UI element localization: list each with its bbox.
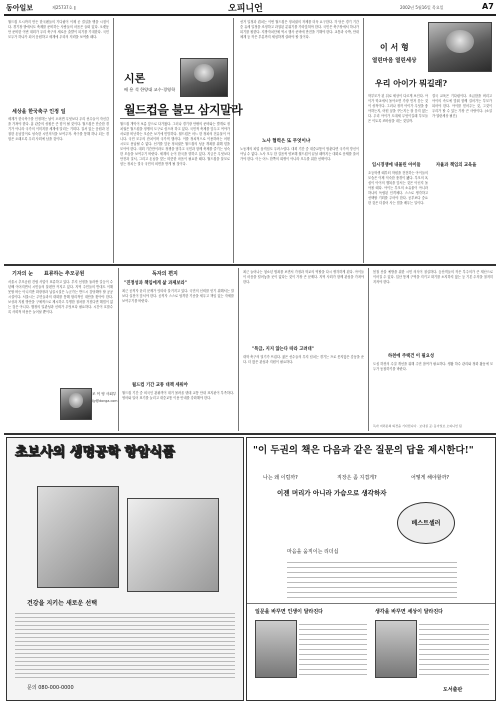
right-ad-bottom-right: 생각을 바꾸면 세상이 달라진다 [375, 609, 444, 615]
col-divider-3 [363, 18, 364, 263]
right-ad-rule [247, 603, 495, 604]
right-ad-q1: 나는 왜 이럴까? [263, 475, 298, 481]
reader-letter-sub1: "진정성과 책임에게 삶 과제보라" [124, 281, 187, 286]
col1-heading: 세상을 한국축구 인정 일 [12, 109, 66, 115]
reader-letter-text2: 월드컵 기간 중 외국인 관광객이 대거 몰려올 텐데 교통 안내 표지판이 부족하다. 영어와 일어 표기를 늘리고 대중교통 이용 안내를 강화해야 한다. [122, 391, 236, 401]
col4-author-name: 이 서 형 [380, 43, 409, 52]
col4-text-b: 초등학생 때부터 학원을 전전하는 아이들의 모습은 이제 익숙한 풍경이 됐다. 부모의 욕심이 아이의 행복을 앞서는 것은 아닌지 돌아볼 때다. 아이는 부모의 소유물이 아니라 하나의 독립된 인격체다. 스스로 생각하고 선택할 기회를 주어야 한다. 공부보다 중요한 것은 더불어 사는 법을 배우는 일이다. [368, 171, 430, 206]
col4-text-a: 학부모가 된 뒤로 세상이 다르게 보인다. 아이가 학교에서 돌아오면 가장 먼저 묻는 것이 성적이다. 그러나 정작 아이가 무엇을 좋아하는지, 어떤 꿈을 꾸는지는 잘 묻지 않는다. 우리 아이가 도대체 무엇이길래 부모들은 이토록 조바심을 내는 것일까. [368, 94, 428, 124]
col4-text-a2: 결국 교육은 기다림이다. 조급함을 버리고 아이의 속도에 맞춰 함께 걸어가는 부모가 되어야 한다. 아이를 믿어주는 것, 그것이 우리가 할 수 있는 가장 큰 사랑이다. (소설가·열린세상 필진) [432, 94, 494, 119]
col4-subheading: 입시경쟁에 내몰린 아이들 [372, 163, 421, 168]
col1-text-b: 세계가 한국축구를 인정하는 날이 오려면 무엇보다 우리 선수들이 자신감을 가져야 한다. 홈 관중의 성원은 큰 힘이 될 것이다. 월드컵은 단순한 경기가 아니라 국가의 이미지를 세계에 알리는 기회다. 질서 있는 응원과 친절한 손님맞이로 성숙한 시민의식을 보여주자. 축구를 통해 하나 되는 경험은 오래도록 우리 사회에 남을 것이다. [8, 117, 109, 142]
right-ad-tagline: 이젠 머리가 아니라 가슴으로 생각하자 [277, 489, 387, 497]
bottom-col3-text2: 대학 축구의 열기가 뜨겁다. 젊은 선수들의 투지 넘치는 경기는 프로 못지않은 감동을 준다. 더 많은 관심과 지원이 필요하다. [243, 355, 364, 365]
right-ad-desc-1 [299, 620, 367, 676]
paper-name: 동아일보 [6, 3, 34, 12]
right-ad-book-cover-1 [255, 620, 297, 678]
bottom-col4-sub: 하천에 주택건 이 필요성 [388, 354, 434, 359]
ad-rule [4, 433, 496, 435]
reporter-eye-text: 서울시 추모공원 건립 사업이 표류하고 있다. 부지 선정을 둘러싼 갈등이 수년째 이어지면서 시민들의 불편만 커지고 있다. 지역 주민들의 반대도 이해 못할 바는 아니지만 화장장과 납골시설은 누군가는 반드시 감당해야 할 공공시설이다. 서울시는 주민들과의 대화를 통해 합리적인 대안을 찾아야 한다. 보상과 지원 방안을 구체적으로 제시하고 투명한 절차를 거친다면 해법이 없는 것은 아니다. 행정의 일관성과 신뢰가 무엇보다 필요하다. 시간이 흐를수록 사회적 비용은 늘어날 뿐이다. [8, 280, 115, 315]
col3-subheading: 노사 협력은 또 무엇이냐 [262, 139, 311, 144]
right-ad-book-label: 베스트셀러 [411, 520, 441, 527]
right-ad[interactable] [246, 437, 496, 701]
col2-rule [120, 118, 230, 119]
left-ad-product-box-2 [127, 498, 219, 592]
col3-text-b: 노동계의 파업 움직임도 우려스럽다. 대회 기간 중 대중교통이 멈춘다면 국가적 망신이 아닐 수 없다. 노사 모두 한 걸음씩 양보해 월드컵이 끝날 때까지는 대화로 문제를 풀어가야 한다. 이는 어느 한쪽의 희생이 아니라 모두를 위한 선택이다. [240, 147, 361, 162]
reporter-eye-label: 기자의 눈 [12, 271, 34, 277]
right-ad-list [287, 558, 457, 598]
reporter-email[interactable]: ljy@donga.com [92, 399, 118, 403]
right-ad-book-badge [397, 502, 455, 544]
col3-text-a: 선거 일정과 겹치는 이번 월드컵은 정치권의 자제를 더욱 요구한다. 각 당은 경기 기간 중 유세 일정을 조정하고 과열된 분위기를 가라앉혀야 한다. 국민은 축구장에서 하나가 되기를 원한다. 지방자치단체 역시 행사 준비에 만전을 기해야 한다. 교통과 숙박, 안내 체계 등 작은 부분까지 세심하게 살펴야 할 것이다. [240, 20, 361, 40]
reader-letter-sub2: 월드컵 기간 교통 대책 세워야 [132, 383, 188, 388]
col4-subheading-2: 자율과 책임의 교육을 [436, 163, 477, 168]
right-ad-book-sub: 마음을 움직이는 리더십 [287, 549, 339, 555]
bot-divider-1 [118, 268, 119, 431]
reporter-eye-title: 표류하는 추모공원 [44, 271, 85, 277]
left-ad-sub: 건강을 지키는 새로운 선택 [27, 600, 98, 607]
columnist-byline: 배 용 석 한양대 교수·경영학 [124, 87, 176, 92]
reader-letter-label: 독자의 편지 [152, 271, 178, 277]
col4-author-photo [428, 22, 492, 72]
bot-divider-2 [238, 268, 239, 431]
left-ad-headline: 초보사의 생명공학 항암식품 [15, 445, 175, 460]
columnist-photo [180, 58, 228, 97]
reporter-photo [60, 388, 92, 420]
reader-letter-text1: 최근 공직자 윤리 문제가 잇따라 불거지고 있다. 국민의 신뢰를 얻기 위해서는 말보다 실천이 앞서야 한다. 공직자 스스로 엄격한 기준을 세우고 책임 있는 자세를 보여주기를 바란다. [122, 289, 236, 304]
right-ad-q2: 직장은 좀 지겹게? [337, 475, 377, 481]
col-divider-2 [233, 18, 234, 263]
header-rule [4, 14, 496, 16]
col4-headline: 우리 아이가 뭐길래? [375, 78, 448, 88]
right-ad-publisher: 도서출판 [443, 687, 463, 693]
mid-rule [4, 264, 496, 266]
right-ad-headline: "이 두권의 책은 다음과 같은 질문의 답을 제시한다!" [253, 445, 474, 456]
right-ad-q3: 어떻게 해야할까? [411, 475, 450, 481]
right-ad-bottom-left: 일문을 바꾸면 인생이 달라진다 [255, 609, 324, 615]
bottom-col4-text2: 도심 하천의 수질 개선을 위해 주민 참여가 필요하다. 생활 하수 관리와 정화 활동에 모두가 동참하기를 바란다. [373, 362, 493, 372]
page-number: A7 [482, 2, 494, 11]
left-ad[interactable] [6, 437, 244, 701]
left-ad-contact: 문의 080-000-0000 [27, 685, 74, 691]
bottom-col3-sub: "특급, 지지 않는다 따라 고려대" [252, 347, 314, 352]
col2-text: 월드컵 개막이 보름 앞으로 다가왔다. 그러나 경기장 안팎의 준비와는 별개로 정치권은 월드컵을 정쟁의 도구로 삼으려 하고 있다. 국민적 축제를 앞두고 여야가 서로를 비난하는 모습은 보기에 민망하다. 월드컵은 어느 한 정파의 전유물이 아니다. 국민 모두의 잔치이며 국가적 행사다. 이를 정치적으로 이용하려는 어떤 시도도 용납될 수 없다. 선거를 앞둔 정치권은 월드컵의 성공 개최를 위해 힘을 모아야 한다. 대회 기간만이라도 정쟁을 멈추고 국민과 함께 축제를 즐기는 성숙한 모습을 보여주기 바란다. 세계의 눈이 한국을 향하고 있다. 지금은 무엇보다 안전과 질서, 그리고 손님을 맞는 따뜻한 마음이 필요한 때다. 월드컵을 불모로 삼는 정치는 결국 국민의 외면을 받게 될 것이다. [120, 122, 232, 167]
col4-series-title: 열린마음 열린세상 [372, 58, 417, 64]
right-ad-book-cover-2 [375, 620, 417, 678]
col1-text-a: 월드컵 도시까지 만든 한국팬들의 기다림이 이제 곧 결실을 맺을 시점이다. 경기장 밖에서도 축제를 준비하는 사람들의 마음은 들떠 있다. 오랫동안 준비한 이번 대회가 우리 축구의 새로운 출발이 되기를 기대한다. 국민 모두가 하나가 되어 응원하고 세계에 우리의 저력을 보여줄 때다. [8, 20, 111, 40]
section-title: 오피니언 [228, 4, 263, 14]
reporter-name: 조 이 영 사회부 [92, 392, 117, 396]
bottom-footer-note: 독자 여러분의 의견을 기다립니다 · 보내실 곳: 동아일보 오피니언 팀 [373, 424, 462, 428]
left-ad-product-box [37, 486, 119, 588]
left-ad-body [15, 610, 235, 680]
right-ad-desc-2 [419, 620, 489, 676]
bottom-col4-text: 봄철 산불 예방을 위한 시민 의식이 절실하다. 등산객들의 작은 부주의가 큰 재난으로 이어질 수 있다. 입산 통제 구역을 지키고 화기를 소지하지 않는 등 기본 수칙을 철저히 지켜야 한다. [373, 270, 495, 285]
col-divider-1 [113, 18, 114, 263]
bot-divider-3 [368, 268, 369, 431]
bottom-col3-text: 최근 늘어나는 청소년 범죄를 보면서 가정과 학교의 역할을 다시 생각하게 된다. 아이들이 마음을 털어놓을 곳이 없다는 것이 가장 큰 문제다. 지역 사회가 함께 관심을 가져야 한다. [243, 270, 366, 285]
column-label: 시론 [124, 72, 146, 85]
issue-date: 2002년 5월16일 목요일 [400, 5, 444, 10]
col2-headline: 월드컵을 불모 삼지말라 [124, 103, 243, 117]
issue-number: 제25737호 ∥ [52, 5, 76, 10]
